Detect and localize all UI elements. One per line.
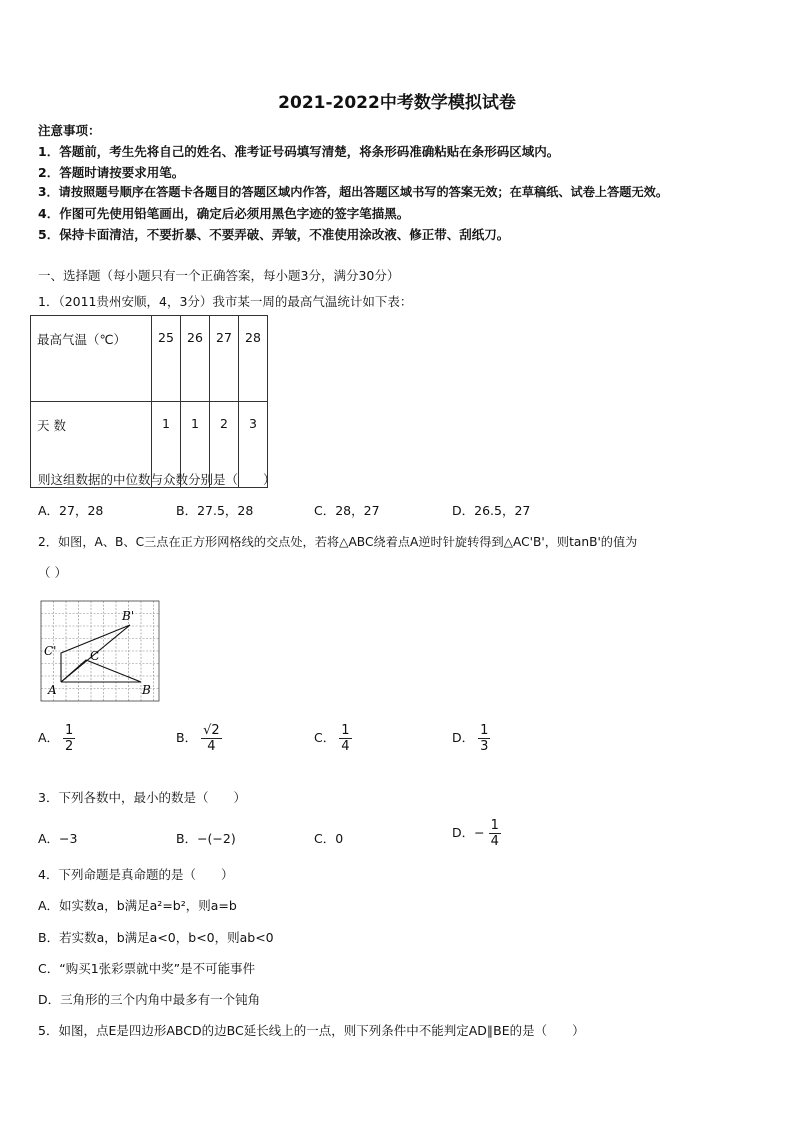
q2-option-d: [452, 723, 490, 754]
table-cell: 1: [152, 402, 181, 488]
section-heading: 一、选择题（每小题只有一个正确答案，每小题3分，满分30分）: [38, 268, 400, 283]
notice-item: 2．答题时请按要求用笔。: [38, 165, 185, 180]
q2-option-a: [38, 723, 75, 754]
table-cell: 26: [181, 316, 210, 402]
table-cell: 1: [181, 402, 210, 488]
notice-heading: 注意事项：: [38, 123, 101, 138]
table-cell: 28: [239, 316, 268, 402]
table-cell: 2: [210, 402, 239, 488]
notice-item: 3．请按照题号顺序在答题卡各题目的答题区域内作答，超出答题区域书写的答案无效；在草稿纸、试卷上答题无效。: [38, 185, 669, 199]
q4-option-d: D．三角形的三个内角中最多有一个钝角: [38, 992, 261, 1007]
fraction: [478, 723, 490, 754]
q5-stem: 5．如图，点E是四边形ABCD的边BC延长线上的一点，则下列条件中不能判定AD∥BE的是（ ）: [38, 1023, 585, 1038]
option-prefix: A．: [38, 730, 60, 745]
page-title: 2021-2022中考数学模拟试卷: [278, 93, 516, 113]
q1-option-b: B．27.5，28: [176, 503, 254, 518]
denominator: 3: [480, 739, 489, 754]
numerator: 1: [480, 723, 489, 738]
q4-option-b: B．若实数a，b满足a<0，b<0，则ab<0: [38, 930, 274, 945]
table-cell: 3: [239, 402, 268, 488]
option-prefix: D．−: [452, 825, 485, 840]
table-header-cell: 最高气温（℃）: [31, 316, 152, 402]
table-cell: 25: [152, 316, 181, 402]
q1-question: 则这组数据的中位数与众数分别是（ ）: [38, 472, 276, 487]
q2-stem: 2．如图，A、B、C三点在正方形网格线的交点处，若将△ABC绕着点A逆时针旋转得到△AC'B'，则tanB'的值为: [38, 535, 638, 549]
denominator: 4: [207, 739, 216, 754]
fraction: [339, 723, 351, 754]
denominator: 4: [490, 834, 499, 849]
q3-option-c: C．0: [314, 831, 344, 846]
q2-option-b: [176, 723, 222, 754]
label-c-prime: C': [44, 644, 57, 658]
label-a: A: [48, 683, 57, 697]
denominator: 4: [341, 739, 350, 754]
q4-stem: 4．下列命题是真命题的是（ ）: [38, 867, 234, 882]
fraction: [201, 723, 222, 754]
fraction: [63, 723, 75, 754]
grid-figure: [38, 598, 164, 704]
numerator: 1: [490, 818, 499, 833]
notice-item: 4．作图可先使用铅笔画出，确定后必须用黑色字迹的签字笔描黑。: [38, 206, 410, 221]
notice-item: 1．答题前，考生先将自己的姓名、准考证号码填写清楚，将条形码准确粘贴在条形码区域内。: [38, 144, 560, 159]
option-prefix: C．: [314, 730, 336, 745]
q2-paren: （ ）: [38, 565, 67, 580]
table-header-cell: 天 数: [31, 402, 152, 488]
numerator: 1: [341, 723, 350, 738]
option-prefix: D．: [452, 730, 475, 745]
label-c: C: [90, 649, 100, 663]
table-row: [31, 316, 268, 402]
numerator: √2: [203, 723, 220, 738]
option-prefix: B．: [176, 730, 198, 745]
notice-item: 5．保持卡面清洁，不要折暴、不要弄破、弄皱，不准使用涂改液、修正带、刮纸刀。: [38, 227, 510, 242]
table-cell: 27: [210, 316, 239, 402]
q1-stem: 1．（2011贵州安顺，4，3分）我市某一周的最高气温统计如下表：: [38, 294, 413, 309]
numerator: 1: [65, 723, 74, 738]
denominator: 2: [65, 739, 74, 754]
q4-option-a: A．如实数a，b满足a²=b²，则a=b: [38, 898, 237, 913]
fraction: [489, 818, 501, 849]
q1-option-a: A．27，28: [38, 503, 104, 518]
q3-option-d: [452, 818, 501, 849]
q3-stem: 3．下列各数中，最小的数是（ ）: [38, 790, 246, 805]
q2-option-c: [314, 723, 352, 754]
label-b: B: [142, 683, 151, 697]
q1-option-d: D．26.5，27: [452, 503, 531, 518]
q1-option-c: C．28，27: [314, 503, 380, 518]
temperature-table: [30, 315, 268, 488]
q3-option-b: B．−(−2): [176, 831, 236, 846]
q3-option-a: A．−3: [38, 831, 78, 846]
label-b-prime: B': [122, 609, 135, 623]
q4-option-c: C．“购买1张彩票就中奖”是不可能事件: [38, 961, 256, 976]
